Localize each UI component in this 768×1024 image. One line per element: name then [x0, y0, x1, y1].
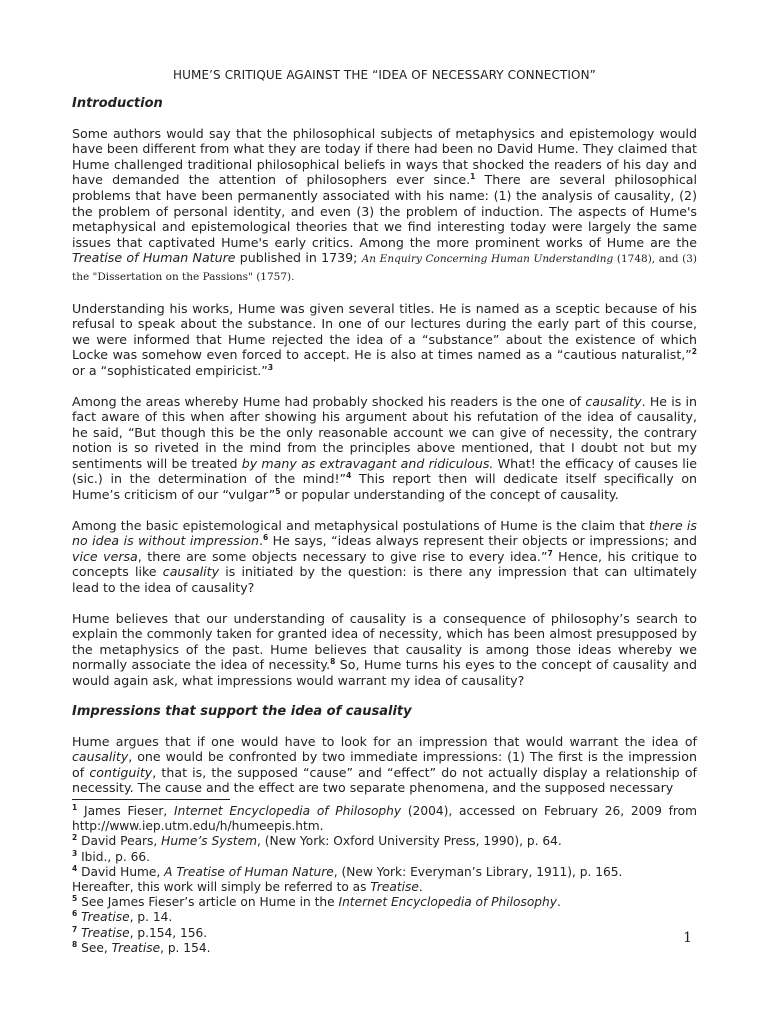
footnote-separator — [72, 799, 230, 800]
section-heading-impressions: Impressions that support the idea of causality — [72, 703, 412, 719]
footnote-ref-2[interactable]: 2 — [691, 347, 697, 357]
footnote-7: $^7$ Treatise, p.154, 156. — [72, 924, 208, 940]
footnote-2: $^2$ David Pears, Hume’s System, (New York: Oxford University Press, 1990), p. 64. — [72, 833, 562, 849]
section-heading-introduction: Introduction — [72, 95, 163, 111]
paragraph-6: Hume argues that if one would have to look for an impression that would warrant the idea of causality, one would be confronted by two immediate impressions: (1) The first is the impression of contiguity, that is, the supposed “cause” and “effect” do not actually display a relationship of necessity. The cause and the effect are two separate phenomena, and the supposed necessary — [72, 733, 697, 796]
footnote-ref-1[interactable]: 1 — [470, 172, 476, 182]
document-title: HUME’S CRITIQUE AGAINST THE “IDEA OF NECESSARY CONNECTION” — [173, 68, 596, 82]
paragraph-5: Hume believes that our understanding of causality is a consequence of philosophy’s search to explain the commonly taken for granted idea of necessity, which has been almost presupposed by the metaphysics of the past. Hume believes that causality is among those ideas whereby we normally associate the idea of necessity.$^8$ So, Hume turns his eyes to the concept of causality and would again ask, what impressions would warrant my idea of causality? — [72, 610, 697, 688]
footnotes — [72, 804, 697, 956]
footnote-ref-7[interactable]: 7 — [547, 548, 553, 558]
footnote-ref-5[interactable]: 5 — [275, 487, 281, 497]
page-number: 1 — [683, 930, 692, 946]
footnote-3: $^3$ Ibid., p. 66. — [72, 848, 151, 864]
footnote-8: $^8$ See, Treatise, p. 154. — [72, 939, 211, 955]
footnote-6: $^6$ Treatise, p. 14. — [72, 909, 173, 925]
footnote-4: $^4$ David Hume, A Treatise of Human Nature, (New York: Everyman’s Library, 1911), p. 165. Hereafter, this work will simply be referred to as Treatise. — [72, 863, 623, 894]
footnote-ref-8[interactable]: 8 — [330, 657, 336, 667]
paragraph-3: Among the areas whereby Hume had probably shocked his readers is the one of causality. He is in fact aware of this when after showing his argument about his refutation of the idea of causality, he said, “But though this be the only reasonable account we can give of necessity, the contrary notion is so riveted in the mind from the principles above mentioned, that I doubt not but my sentiments will be treated by many as extravagant and ridiculous. What! the efficacy of causes lie (sic.) in the determination of the mind!”$^4$ This report then will dedicate itself specifically on Hume’s criticism of our “vulgar”$^5$ or popular understanding of the concept of causality. — [72, 393, 698, 503]
footnote-5: $^5$ See James Fieser’s article on Hume in the Internet Encyclopedia of Philosophy. — [72, 894, 561, 910]
footnote-ref-6[interactable]: 6 — [262, 533, 269, 543]
paragraph-2: Understanding his works, Hume was given several titles. He is named as a sceptic because of his refusal to speak about the substance. In one of our lectures during the early part of this course, we were informed that Hume rejected the idea of a “substance” about the existence of which Locke was somehow even forced to accept. He is also at times named as a “cautious naturalist,”$^2$ or a “sophisticated empiricist.”$^3$ — [72, 300, 697, 378]
paragraph-4: Among the basic epistemological and metaphysical postulations of Hume is the claim that there is no idea is without impression.$^6$ He says, “ideas always represent their objects or impressions; and vice versa, there are some objects necessary to give rise to every idea.”$^7$ Hence, his critique to concepts like causality is initiated by the question: is there any impression that can ultimately lead to the idea of causality? — [72, 517, 698, 596]
document-page — [72, 64, 697, 956]
footnote-ref-3[interactable]: 3 — [267, 362, 274, 372]
footnote-ref-4[interactable]: 4 — [346, 471, 352, 481]
footnote-1: $^1$ James Fieser, Internet Encyclopedia of Philosophy (2004), accessed on February 26, 2009 from http://www.iep.utm.edu/h/humeepis.htm. — [72, 802, 697, 834]
paragraph-1: Some authors would say that the philosophical subjects of metaphysics and epistemology would have been different from what they are today if there had been no David Hume. They claimed that Hume challenged traditional philosophical beliefs in ways that shocked the readers of his day and have demanded the attention of philosophers ever since.$^1$ There are several philosophical problems that have been permanently associated with his name: (1) the analysis of causality, (2) the problem of personal identity, and even (3) the problem of induction. The aspects of Hume's metaphysical and epistemological theories that we find interesting today were largely the same issues that captivated Hume's early critics. Among the more prominent works of Hume are the Treatise of Human Nature published in 1739; An Enquiry Concerning Human Understanding (1748), and (3) the "Dissertation on the Passions" (1757). — [72, 125, 698, 283]
